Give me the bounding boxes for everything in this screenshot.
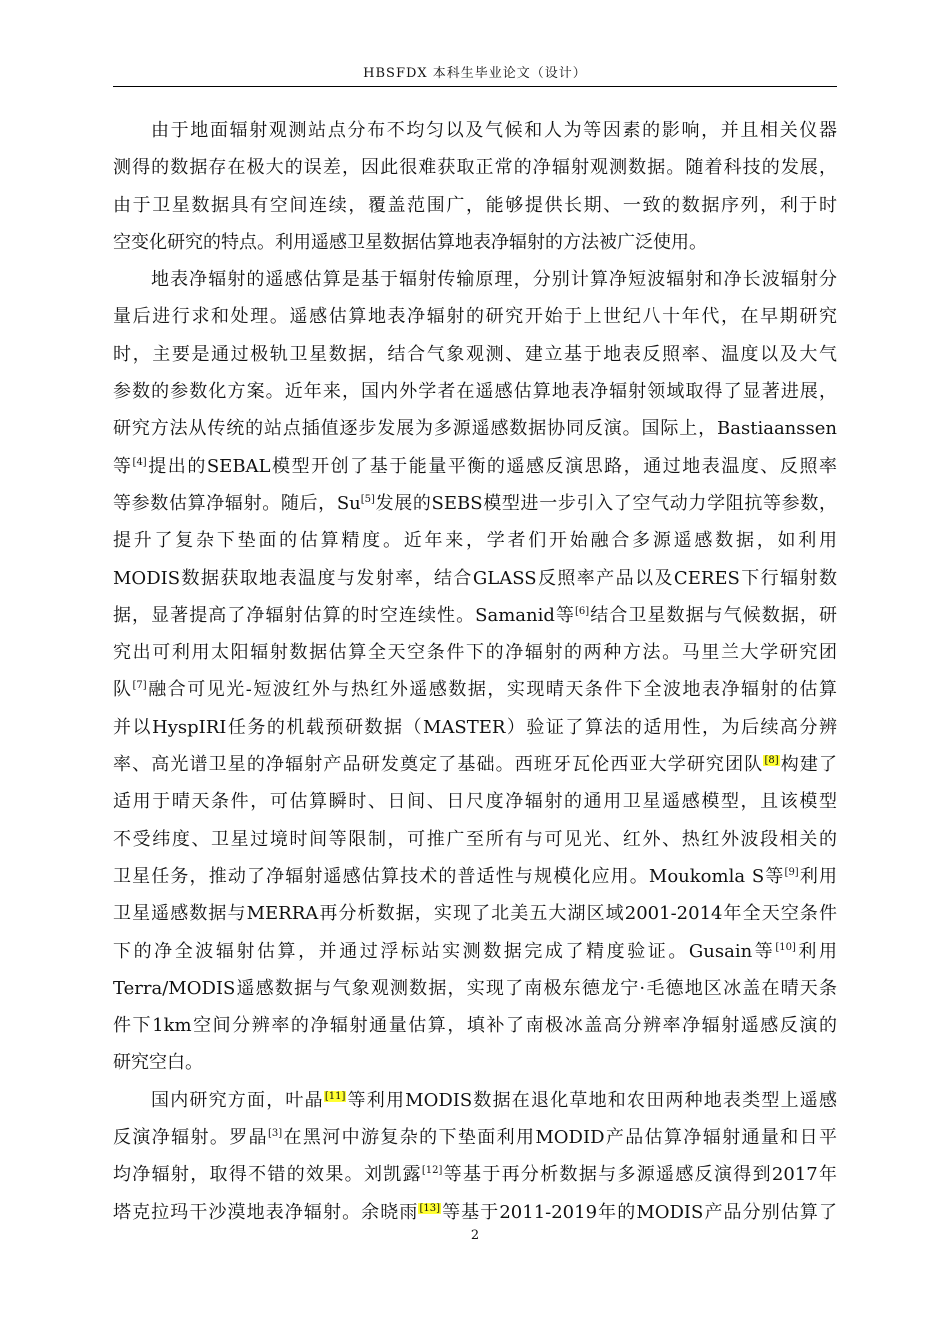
text-line: 率、高光谱卫星的净辐射产品研发奠定了基础。西班牙瓦伦西亚大学研究团队[8]构建了 xyxy=(113,754,837,776)
highlighted-citation-ref: [8] xyxy=(764,755,779,767)
text-line: 适用于晴天条件，可估算瞬时、日间、日尺度净辐射的通用卫星遥感模型，且该模型 xyxy=(113,791,837,813)
text-line: 提升了复杂下垫面的估算精度。近年来，学者们开始融合多源遥感数据，如利用 xyxy=(113,530,837,552)
citation-ref: [6] xyxy=(575,605,590,617)
citation-ref: [5] xyxy=(360,493,375,505)
body-text xyxy=(113,112,837,1231)
text-line: 卫星任务，推动了净辐射遥感估算技术的普适性与规模化应用。Moukomla S等[9]利用 xyxy=(113,865,837,887)
text-line: 由于卫星数据具有空间连续，覆盖范围广，能够提供长期、一致的数据序列，利于时 xyxy=(113,194,837,216)
text-line: 研究空白。 xyxy=(113,1052,203,1074)
text-line: MODIS数据获取地表温度与发射率，结合GLASS反照率产品以及CERES下行辐射数 xyxy=(113,567,837,589)
citation-ref: [7] xyxy=(132,680,147,692)
text-line: 不受纬度、卫星过境时间等限制，可推广至所有与可见光、红外、热红外波段相关的 xyxy=(113,828,837,850)
citation-ref: [3] xyxy=(267,1128,283,1140)
text-line: 国内研究方面，叶晶[11]等利用MODIS数据在退化草地和农田两种地表类型上遥感 xyxy=(151,1089,837,1111)
text-line: 究出可利用太阳辐射数据估算全天空条件下的净辐射的两种方法。马里兰大学研究团 xyxy=(113,642,837,664)
text-line: 等参数估算净辐射。随后，Su[5]发展的SEBS模型进一步引入了空气动力学阻抗等参数， xyxy=(113,492,837,514)
text-line: 由于地面辐射观测站点分布不均匀以及气候和人为等因素的影响，并且相关仪器 xyxy=(151,120,837,141)
text-line: 下的净全波辐射估算，并通过浮标站实测数据完成了精度验证。Gusain等[10]利用 xyxy=(113,940,837,962)
text-line: 队[7]融合可见光-短波红外与热红外遥感数据，实现晴天条件下全波地表净辐射的估算 xyxy=(113,679,837,701)
page-header: HBSFDX 本科生毕业论文（设计） xyxy=(113,62,837,87)
text-line: 空变化研究的特点。利用遥感卫星数据估算地表净辐射的方法被广泛使用。 xyxy=(113,231,707,253)
text-line: 地表净辐射的遥感估算是基于辐射传输原理，分别计算净短波辐射和净长波辐射分 xyxy=(151,269,837,291)
text-line: 卫星遥感数据与MERRA再分析数据，实现了北美五大湖区域2001-2014年全天空条件 xyxy=(113,903,837,925)
text-line: 据，显著提高了净辐射估算的时空连续性。Samanid等[6]结合卫星数据与气候数据，研 xyxy=(113,604,837,626)
page-number: 2 xyxy=(470,1228,480,1243)
text-line: 测得的数据存在极大的误差，因此很难获取正常的净辐射观测数据。随着科技的发展， xyxy=(113,157,837,179)
text-line: 参数的参数化方案。近年来，国内外学者在遥感估算地表净辐射领域取得了显著进展， xyxy=(113,381,837,403)
text-line: 等[4]提出的SEBAL模型开创了基于能量平衡的遥感反演思路，通过地表温度、反照率 xyxy=(113,455,837,477)
text-line: 量后进行求和处理。遥感估算地表净辐射的研究开始于上世纪八十年代，在早期研究 xyxy=(113,306,837,328)
highlighted-citation-ref: [11] xyxy=(324,1090,346,1102)
text-line: 并以HyspIRI任务的机载预研数据（MASTER）验证了算法的适用性，为后续高分辨 xyxy=(113,716,837,738)
text-line: 研究方法从传统的站点插值逐步发展为多源遥感数据协同反演。国际上，Bastiaanssen xyxy=(113,418,837,440)
citation-ref: [10] xyxy=(775,941,796,953)
citation-ref: [9] xyxy=(784,866,799,878)
text-line: 件下1km空间分辨率的净辐射通量估算，填补了南极冰盖高分辨率净辐射遥感反演的 xyxy=(113,1015,837,1037)
text-line: 塔克拉玛干沙漠地表净辐射。余晓雨[13]等基于2011-2019年的MODIS产品分别估算了 xyxy=(113,1201,837,1223)
text-line: Terra/MODIS遥感数据与气象观测数据，实现了南极东德龙宁·毛德地区冰盖在晴天条 xyxy=(113,977,837,999)
text-line: 时，主要是通过极轨卫星数据，结合气象观测、建立基于地表反照率、温度以及大气 xyxy=(113,343,837,365)
highlighted-citation-ref: [13] xyxy=(419,1202,440,1214)
citation-ref: [4] xyxy=(132,456,147,468)
citation-ref: [12] xyxy=(421,1165,443,1177)
text-line: 均净辐射，取得不错的效果。刘凯露[12]等基于再分析数据与多源遥感反演得到2017年 xyxy=(113,1164,837,1186)
text-line: 反演净辐射。罗晶[3]在黑河中游复杂的下垫面利用MODID产品估算净辐射通量和日平 xyxy=(113,1127,837,1149)
